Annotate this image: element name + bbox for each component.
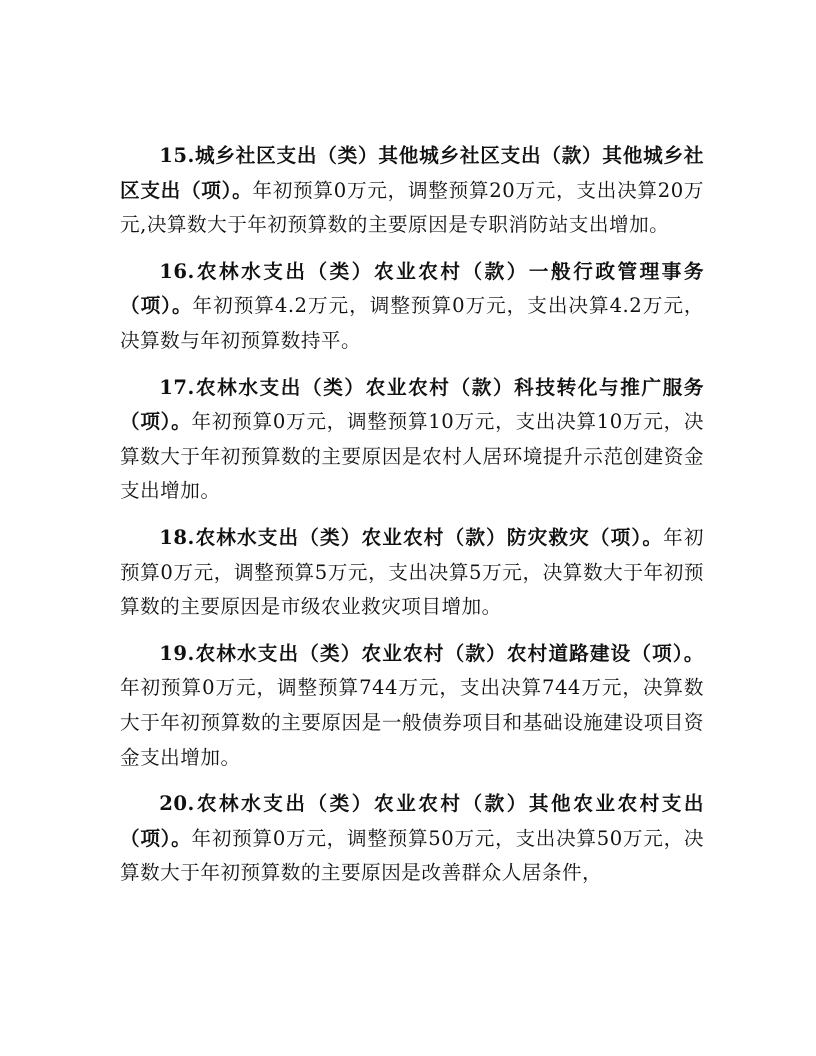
paragraph-body: 年初预算0万元，调整预算744万元，支出决算744万元，决算数大于年初预算数的主要原因是一般债券项目和基础设施建设项目资金支出增加。: [120, 676, 704, 769]
paragraph-heading: 18.农林水支出（类）农业农村（款）防灾救灾（项）。: [159, 525, 664, 549]
paragraph-heading: 19.农林水支出（类）农业农村（款）农村道路建设（项）。: [159, 641, 704, 665]
paragraph-16: [120, 255, 704, 359]
paragraph-heading: 15.城乡社区支出（类）其他城乡社区支出（款）其他城乡社区支出（项）。: [120, 144, 704, 202]
paragraph-body: 年初预算0万元，调整预算5万元，支出决算5万元，决算数大于年初预算数的主要原因是市级农业救灾项目增加。: [120, 525, 704, 619]
paragraph-heading: 20.农林水支出（类）农业农村（款）其他农业农村支出（项）。: [120, 792, 704, 850]
paragraph-17: [120, 371, 704, 509]
paragraph-18: [120, 521, 704, 625]
paragraph-20: [120, 787, 704, 891]
paragraph-heading: 17.农林水支出（类）农业农村（款）科技转化与推广服务（项）。: [120, 375, 704, 434]
paragraph-body: 年初预算4.2万元，调整预算0万元，支出决算4.2万元，决算数与年初预算数持平。: [120, 294, 704, 352]
document-page: [120, 139, 704, 891]
paragraph-15: [120, 139, 704, 243]
paragraph-body: 年初预算0万元，调整预算50万元，支出决算50万元，决算数大于年初预算数的主要原因是改善群众人居条件，: [120, 826, 704, 885]
paragraph-body: 年初预算0万元，调整预算10万元，支出决算10万元，决算数大于年初预算数的主要原因是农村人居环境提升示范创建资金支出增加。: [120, 410, 704, 503]
paragraph-body: 年初预算0万元，调整预算20万元，支出决算20万元,决算数大于年初预算数的主要原因是专职消防站支出增加。: [120, 178, 704, 237]
paragraph-19: [120, 637, 704, 775]
paragraph-heading: 16.农林水支出（类）农业农村（款）一般行政管理事务（项）。: [120, 259, 704, 318]
